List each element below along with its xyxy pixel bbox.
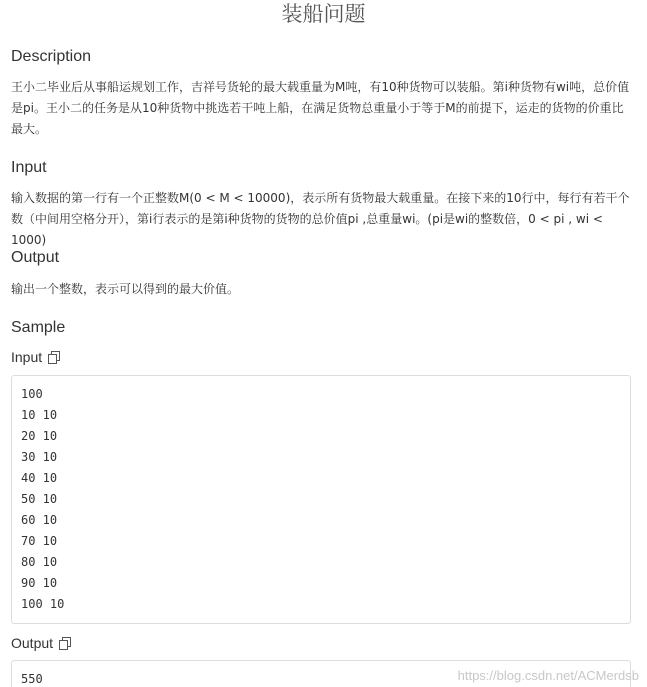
code-line: 90 10 xyxy=(21,576,58,590)
code-line: 100 xyxy=(21,387,43,401)
code-line: 60 10 xyxy=(21,513,58,527)
sample-output-label: Output xyxy=(11,635,54,651)
sample-heading: Sample xyxy=(11,319,66,336)
output-heading: Output xyxy=(11,249,60,266)
copy-icon[interactable] xyxy=(48,351,60,364)
code-line: 20 10 xyxy=(21,429,58,443)
sample-input-code[interactable] xyxy=(11,375,631,624)
code-line: 40 10 xyxy=(21,471,58,485)
sample-output-label-row xyxy=(11,633,71,653)
sample-input-label: Input xyxy=(11,349,43,365)
code-line: 550 xyxy=(21,672,43,686)
description-heading: Description xyxy=(11,48,92,65)
code-line: 30 10 xyxy=(21,450,58,464)
code-line: 80 10 xyxy=(21,555,58,569)
watermark: https://blog.csdn.net/ACMerdsb xyxy=(457,668,639,683)
code-line: 10 10 xyxy=(21,408,58,422)
input-text: 输入数据的第一行有一个正整数M(0 < M < 10000)，表示所有货物最大载重量。在接下来的10行中，每行有若干个数（中间用空格分开），第i行表示的是第i种货物的货物的总价值pi ,总重量wi。(pi是wi的整数倍，0 < pi , wi < 1000) xyxy=(11,191,630,247)
output-text: 输出一个整数，表示可以得到的最大价值。 xyxy=(11,282,240,296)
description-text: 王小二毕业后从事船运规划工作，吉祥号货轮的最大载重量为M吨，有10种货物可以装船。第i种货物有wi吨，总价值是pi。王小二的任务是从10种货物中挑选若干吨上船，在满足货物总重量小于等于M的前提下，运走的货物的价重比最大。 xyxy=(11,80,630,136)
code-line: 100 10 xyxy=(21,597,65,611)
page-title: 装船问题 xyxy=(281,2,366,26)
sample-input-label-row xyxy=(11,347,60,367)
input-heading: Input xyxy=(11,159,47,176)
copy-icon[interactable] xyxy=(59,637,71,650)
code-line: 70 10 xyxy=(21,534,58,548)
code-line: 50 10 xyxy=(21,492,58,506)
